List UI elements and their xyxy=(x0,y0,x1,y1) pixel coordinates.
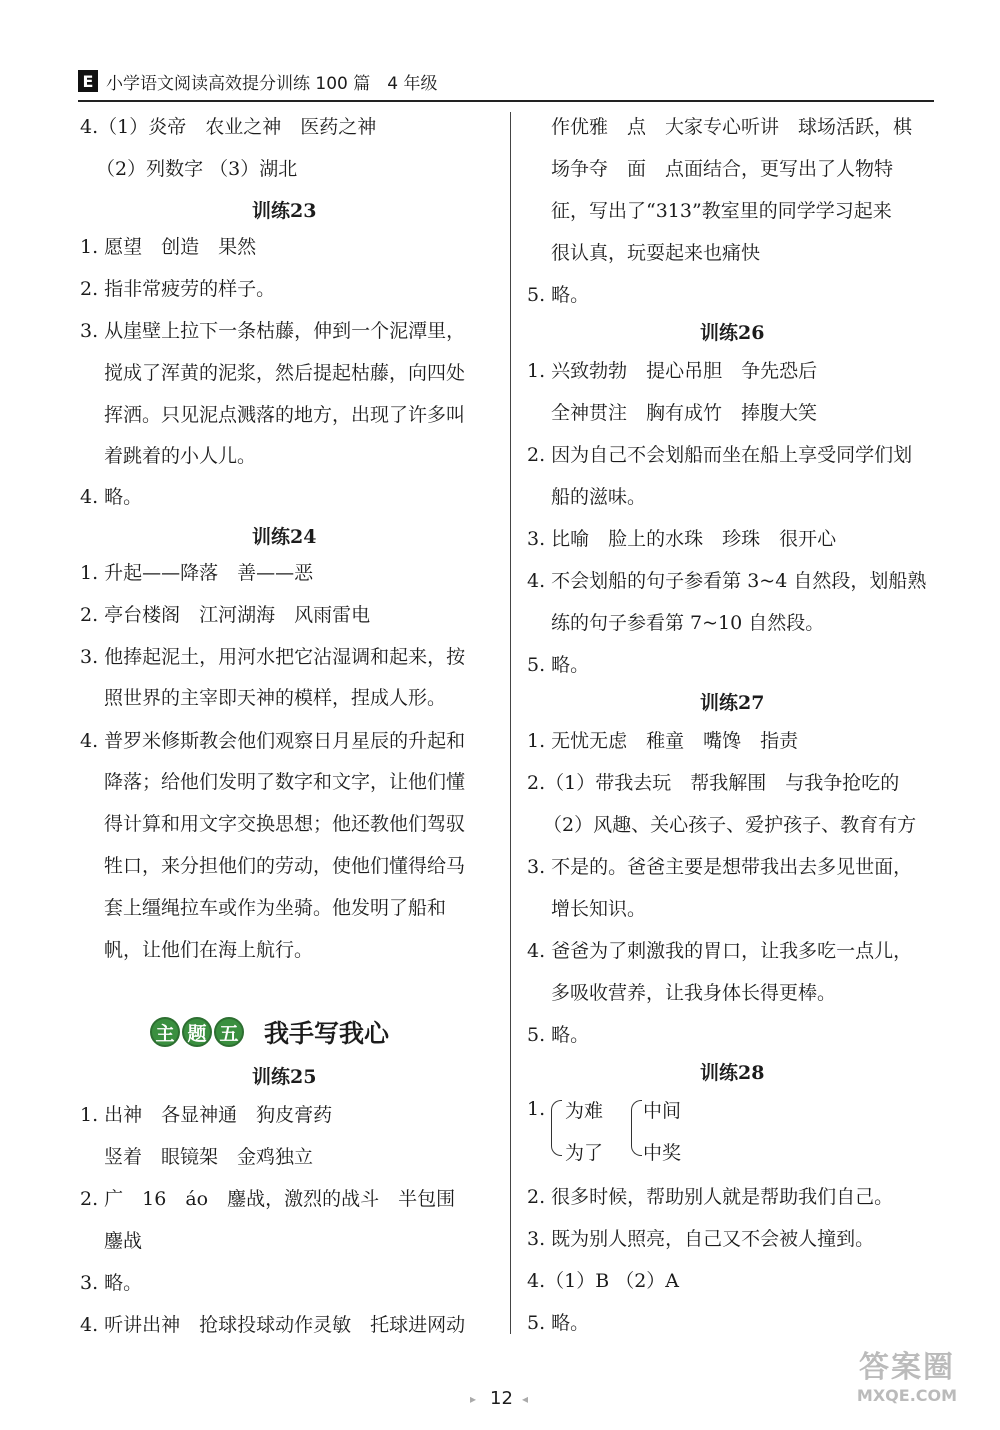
answer-line: 套上缰绳拉车或作为坐骑。他发明了船和 xyxy=(104,897,447,919)
answer-word: 为难 xyxy=(565,1100,604,1122)
answer-line: （2）风趣、关心孩子、爱护孩子、教育有方 xyxy=(543,814,917,836)
section-heading: 训练27 xyxy=(700,692,765,714)
answer-word: 为了 xyxy=(565,1142,604,1164)
answer-line: 5. 略。 xyxy=(527,1312,590,1334)
section-heading: 训练23 xyxy=(252,200,317,222)
answer-line: 得计算和用文字交换思想；他还教他们驾驭 xyxy=(104,813,466,835)
answer-line: 牲口，来分担他们的劳动，使他们懂得给马 xyxy=(104,855,466,877)
watermark xyxy=(832,1342,982,1405)
answer-line: 1. 出神 各显神通 狗皮膏药 xyxy=(80,1104,333,1126)
answer-line: 5. 略。 xyxy=(527,654,590,676)
answer-line: 2. 很多时候，帮助别人就是帮助我们自己。 xyxy=(527,1186,894,1208)
theme-banner xyxy=(150,1014,389,1050)
answer-line: 照世界的主宰即天神的模样，捏成人形。 xyxy=(104,687,447,709)
theme-badge: 五 xyxy=(214,1017,244,1047)
page-number: 12 xyxy=(490,1388,513,1409)
answer-line: 3. 既为别人照亮，自己又不会被人撞到。 xyxy=(527,1228,875,1250)
answer-line: 船的滋味。 xyxy=(551,486,647,508)
answer-line: 2. 因为自己不会划船而坐在船上享受同学们划 xyxy=(527,444,913,466)
answer-line: 2. 亭台楼阁 江河湖海 风雨雷电 xyxy=(80,604,371,626)
page-arrow-right-icon: ◂ xyxy=(522,1392,529,1406)
answer-line: 3. 从崖壁上拉下一条枯藤，伸到一个泥潭里， xyxy=(80,320,466,342)
answer-line: 4. 略。 xyxy=(80,486,143,508)
answer-line: 4. 听讲出神 抢球投球动作灵敏 托球进网动 xyxy=(80,1314,466,1336)
answer-line: 4. 爸爸为了刺激我的胃口，让我多吃一点儿， xyxy=(527,940,913,962)
theme-badge: 主 xyxy=(150,1017,180,1047)
section-heading: 训练26 xyxy=(700,322,765,344)
answer-line: 3. 略。 xyxy=(80,1272,143,1294)
answer-line: 1. 愿望 创造 果然 xyxy=(80,236,257,258)
page-header xyxy=(78,66,934,102)
answer-line: （2）列数字 （3）湖北 xyxy=(96,158,298,180)
column-divider xyxy=(510,112,511,1334)
answer-line: 4.（1）炎帝 农业之神 医药之神 xyxy=(80,116,377,138)
section-heading: 训练28 xyxy=(700,1062,765,1084)
answer-line: 1. 升起——降落 善——恶 xyxy=(80,562,314,584)
answer-line: 3. 他捧起泥土，用河水把它沾湿调和起来，按 xyxy=(80,646,466,668)
answer-line: 搅成了浑黄的泥浆，然后提起枯藤，向四处 xyxy=(104,362,466,384)
answer-line: 5. 略。 xyxy=(527,284,590,306)
answer-line: 4. 普罗米修斯教会他们观察日月星辰的升起和 xyxy=(80,730,466,752)
watermark-url: MXQE.COM xyxy=(856,1386,958,1405)
answer-line: 很认真，玩耍起来也痛快 xyxy=(551,242,761,264)
answer-line: 场争夺 面 点面结合，更写出了人物特 xyxy=(551,158,894,180)
answer-line: 4. 不会划船的句子参看第 3~4 自然段，划船熟 xyxy=(527,570,927,592)
answer-line: 3. 比喻 脸上的水珠 珍珠 很开心 xyxy=(527,528,837,550)
brace xyxy=(551,1100,562,1156)
page-arrow-left-icon: ▸ xyxy=(470,1392,477,1406)
answer-line: 2. 指非常疲劳的样子。 xyxy=(80,278,276,300)
answer-line: 练的句子参看第 7~10 自然段。 xyxy=(551,612,825,634)
answer-word: 中间 xyxy=(643,1100,682,1122)
answer-line: 征，写出了“313”教室里的同学学习起来 xyxy=(551,200,892,222)
brace xyxy=(631,1100,642,1156)
theme-title: 我手写我心 xyxy=(264,1019,390,1048)
answer-line: 2. 广 16 áo 鏖战，激烈的战斗 半包围 xyxy=(80,1188,456,1210)
answer-line: 3. 不是的。爸爸主要是想带我出去多见世面， xyxy=(527,856,913,878)
answer-line: 全神贯注 胸有成竹 捧腹大笑 xyxy=(551,402,818,424)
answer-line: 4.（1）B （2）A xyxy=(527,1270,680,1292)
section-heading: 训练24 xyxy=(252,526,317,548)
book-title: 小学语文阅读高效提分训练 100 篇 4 年级 xyxy=(106,73,438,94)
answer-line: 增长知识。 xyxy=(551,898,647,920)
answer-line: 竖着 眼镜架 金鸡独立 xyxy=(104,1146,314,1168)
answer-line: 作优雅 点 大家专心听讲 球场活跃，棋 xyxy=(551,116,913,138)
answer-line: 鏖战 xyxy=(104,1230,143,1252)
section-heading: 训练25 xyxy=(252,1066,317,1088)
answer-line: 帆，让他们在海上航行。 xyxy=(104,939,314,961)
answer-line: 挥洒。只见泥点溅落的地方，出现了许多叫 xyxy=(104,404,466,426)
answer-line: 降落；给他们发明了数字和文字，让他们懂 xyxy=(104,771,466,793)
answer-line: 着跳着的小人儿。 xyxy=(104,445,257,467)
answer-line: 1. 无忧无虑 稚童 嘴馋 指责 xyxy=(527,730,799,752)
answer-line: 1. 兴致勃勃 提心吊胆 争先恐后 xyxy=(527,360,818,382)
theme-badge: 题 xyxy=(182,1017,212,1047)
answer-line: 多吸收营养，让我身体长得更棒。 xyxy=(551,982,837,1004)
answer-word: 中奖 xyxy=(643,1142,682,1164)
series-badge: E xyxy=(78,70,98,92)
answer-line: 2.（1）带我去玩 帮我解围 与我争抢吃的 xyxy=(527,772,900,794)
answer-line: 1. xyxy=(527,1098,546,1120)
answer-line: 5. 略。 xyxy=(527,1024,590,1046)
watermark-logo: 答案圈 xyxy=(859,1350,955,1385)
